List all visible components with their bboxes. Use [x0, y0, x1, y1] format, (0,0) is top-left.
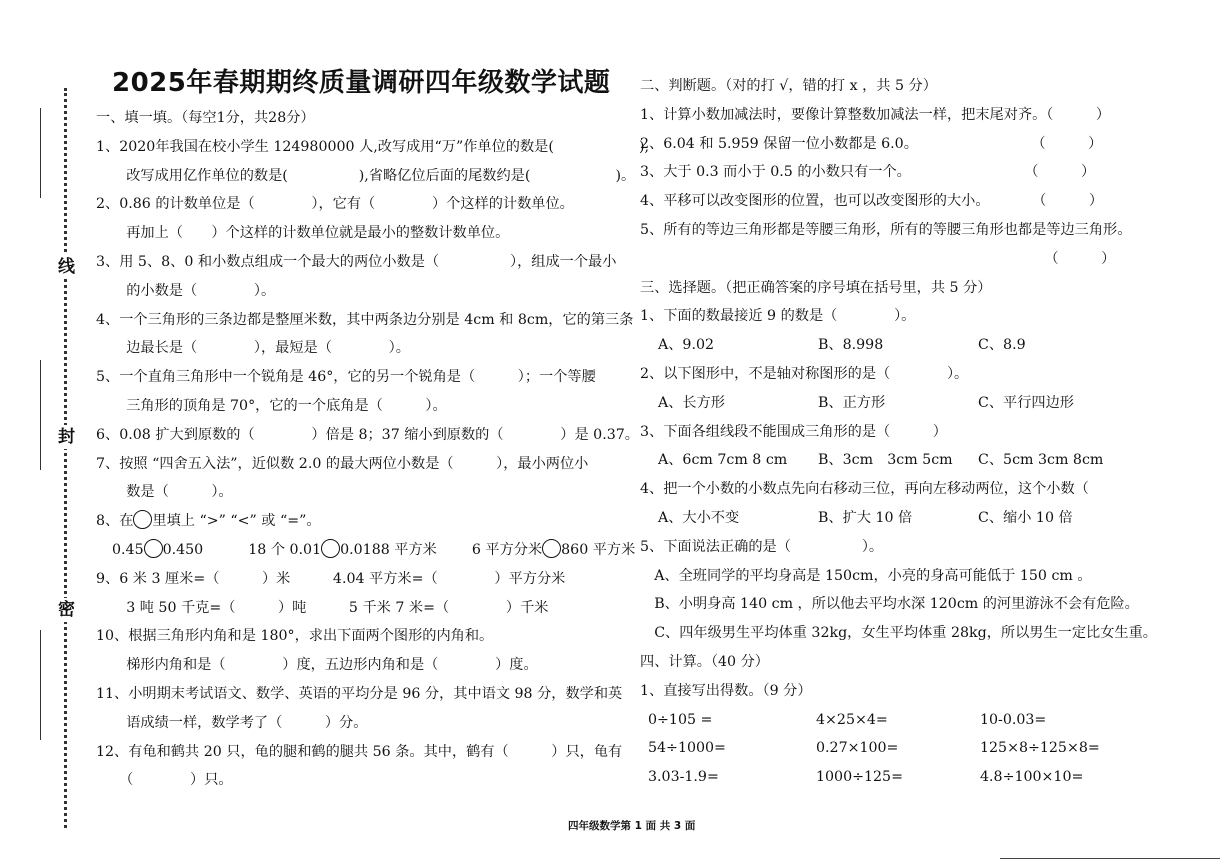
question-line: 11、小明期末考试语文、数学、英语的平均分是 96 分，其中语文 98 分，数学和英 — [96, 685, 623, 702]
calc-item: 0.27×100= — [816, 740, 899, 757]
q8-title-a: 8、在 — [96, 513, 134, 530]
question-line: 梯形内角和是（ ）度，五边形内角和是（ ）度。 — [112, 657, 538, 674]
binding-class-line — [40, 360, 41, 470]
question-line: 9、6 米 3 厘米=（ ）米 4.04 平方米=（ ）平方分米 — [96, 570, 566, 587]
calc-item: 0÷105 = — [648, 711, 713, 728]
judge-item: （ ） — [640, 250, 1116, 267]
choice-options — [640, 446, 1210, 475]
choice-question: 3、下面各组线段不能围成三角形的是（ ） — [640, 423, 947, 440]
choice-option: B、3cm 3cm 5cm — [818, 452, 953, 469]
compare-circle[interactable] — [133, 510, 152, 529]
binding-dotted-line — [64, 88, 67, 828]
section-heading: 四、计算。（40 分） — [640, 653, 769, 670]
question-line: 数是（ ）。 — [112, 484, 233, 501]
choice-statement: A、全班同学的平均身高是 150cm，小亮的身高可能低于 150 cm 。 — [640, 567, 1092, 584]
choice-option: B、正方形 — [818, 394, 886, 411]
choice-option: C、8.9 — [978, 337, 1026, 354]
question-line: 边最长是（ ），最短是（ ）。 — [112, 340, 410, 357]
choice-option: A、大小不变 — [658, 509, 740, 526]
choice-question: 4、把一个小数的小数点先向右移动三位，再向左移动两位，这个小数（ — [640, 481, 1089, 498]
judge-item: 4、平移可以改变图形的位置，也可以改变图形的大小。 （ ） — [640, 193, 1104, 210]
calc-item: 125×8÷125×8= — [980, 740, 1100, 757]
calc-row — [640, 706, 1210, 735]
question-line: 改写成用亿作单位的数是( ),省略亿位后面的尾数约是( )。 — [112, 167, 636, 184]
calc-row — [640, 734, 1210, 763]
q8-c2: 860 平方米 — [561, 541, 636, 558]
question-line: 12、有龟和鹤共 20 只，龟的腿和鹤的腿共 56 条。其中，鹤有（ ）只，龟有 — [96, 743, 623, 760]
q8-items — [96, 536, 636, 565]
choice-option: B、扩大 10 倍 — [818, 509, 913, 526]
question-line: 1、2020年我国在校小学生 124980000 人,改写成用“万”作单位的数是( ), — [96, 138, 650, 155]
calc-item: 4×25×4= — [816, 711, 888, 728]
page-title: 2025年春期期终质量调研四年级数学试题 — [112, 68, 611, 98]
question-line: 三角形的顶角是 70°，它的一个底角是（ ）。 — [112, 397, 447, 414]
judge-item: 2、6.04 和 5.959 保留一位小数都是 6.0。 （ ） — [640, 135, 1103, 152]
question-line: 6、0.08 扩大到原数的（ ）倍是 8；37 缩小到原数的（ ）是 0.37。 — [96, 426, 639, 443]
right-column — [640, 72, 1210, 792]
judge-item: 5、所有的等边三角形都是等腰三角形，所有的等腰三角形也都是等边三角形。 — [640, 221, 1132, 238]
q8-b2: 0.0188 平方米 — [340, 541, 437, 558]
question-line: 4、一个三角形的三条边都是整厘米数，其中两条边分别是 4cm 和 8cm，它的第三条 — [96, 311, 634, 328]
binding-school-line — [40, 630, 41, 740]
q8-title — [96, 507, 616, 536]
question-line: 3 吨 50 千克=（ ）吨 5 千米 7 米=（ ）千米 — [112, 599, 549, 616]
compare-circle[interactable] — [321, 539, 340, 558]
calc-subheading: 1、直接写出得数。（9 分） — [640, 682, 812, 699]
choice-options — [640, 504, 1210, 533]
choice-question: 5、下面说法正确的是（ ）。 — [640, 538, 884, 555]
choice-statement: C、四年级男生平均体重 32kg，女生平均体重 28kg，所以男生一定比女生重。 — [640, 625, 1157, 642]
question-line: 再加上（ ）个这样的计数单位就是最小的整数计数单位。 — [112, 225, 510, 242]
judge-item: 1、计算小数加减法时，要像计算整数加减法一样，把末尾对齐。（ ） — [640, 106, 1111, 123]
question-line: 3、用 5、8、0 和小数点组成一个最大的两位小数是（ ），组成一个最小 — [96, 253, 617, 270]
question-line: （ ）只。 — [112, 772, 233, 789]
calc-item: 54÷1000= — [648, 740, 726, 757]
binding-seal-seal: 封 — [58, 427, 75, 447]
choice-option: C、平行四边形 — [978, 394, 1074, 411]
question-line: 语成绩一样，数学考了（ ）分。 — [112, 714, 368, 731]
q8-a2: 0.450 — [162, 541, 204, 558]
choice-option: C、5cm 3cm 8cm — [978, 452, 1104, 469]
calc-item: 10-0.03= — [980, 711, 1047, 728]
binding-seal-line: 线 — [58, 257, 75, 277]
calc-item: 4.8÷100×10= — [980, 769, 1084, 786]
page-footer: 四年级数学第 1 面 共 3 面 — [568, 820, 696, 832]
choice-option: A、9.02 — [658, 337, 715, 354]
calc-row — [640, 763, 1210, 792]
choice-option: A、6cm 7cm 8 cm — [658, 452, 788, 469]
binding-seal-secret: 密 — [58, 600, 75, 620]
bottom-rule — [1000, 858, 1220, 859]
compare-circle[interactable] — [542, 539, 561, 558]
question-line: 2、0.86 的计数单位是（ ），它有（ ）个这样的计数单位。 — [96, 196, 574, 213]
compare-circle[interactable] — [144, 539, 163, 558]
binding-name-line — [40, 108, 41, 198]
choice-question: 1、下面的数最接近 9 的数是（ ）。 — [640, 308, 916, 325]
q8-a1: 0.45 — [112, 541, 144, 558]
choice-options — [640, 331, 1210, 360]
question-line: 5、一个直角三角形中一个锐角是 46°，它的另一个锐角是（ ）；一个等腰 — [96, 369, 596, 386]
q8-title-b: 里填上 “>” “<” 或 “=”。 — [152, 513, 321, 530]
choice-option: B、8.998 — [818, 337, 884, 354]
choice-options — [640, 389, 1210, 418]
question-line: 7、按照 “四舍五入法”，近似数 2.0 的最大两位小数是（ ），最小两位小 — [96, 455, 589, 472]
section-heading: 一、填一填。（每空1分，共28分） — [96, 110, 315, 126]
choice-option: A、长方形 — [658, 394, 725, 411]
choice-statement: B、小明身高 140 cm ，所以他去平均水深 120cm 的河里游泳不会有危险。 — [640, 596, 1139, 613]
question-line: 的小数是（ ）。 — [112, 282, 276, 299]
section-heading: 二、判断题。（对的打 √，错的打 x ，共 5 分） — [640, 78, 937, 94]
q8-b1: 18 个 0.01 — [248, 541, 322, 558]
judge-item: 3、大于 0.3 而小于 0.5 的小数只有一个。 （ ） — [640, 164, 1096, 181]
q8-c1: 6 平方分米 — [471, 541, 543, 558]
left-column — [96, 104, 650, 795]
calc-item: 1000÷125= — [816, 769, 903, 786]
question-line: 10、根据三角形内角和是 180°，求出下面两个图形的内角和。 — [96, 628, 494, 645]
section-heading: 三、选择题。（把正确答案的序号填在括号里，共 5 分） — [640, 279, 992, 296]
choice-question: 2、以下图形中，不是轴对称图形的是（ ）。 — [640, 365, 969, 382]
binding-margin — [0, 60, 86, 800]
calc-item: 3.03-1.9= — [648, 769, 719, 786]
choice-option: C、缩小 10 倍 — [978, 509, 1073, 526]
